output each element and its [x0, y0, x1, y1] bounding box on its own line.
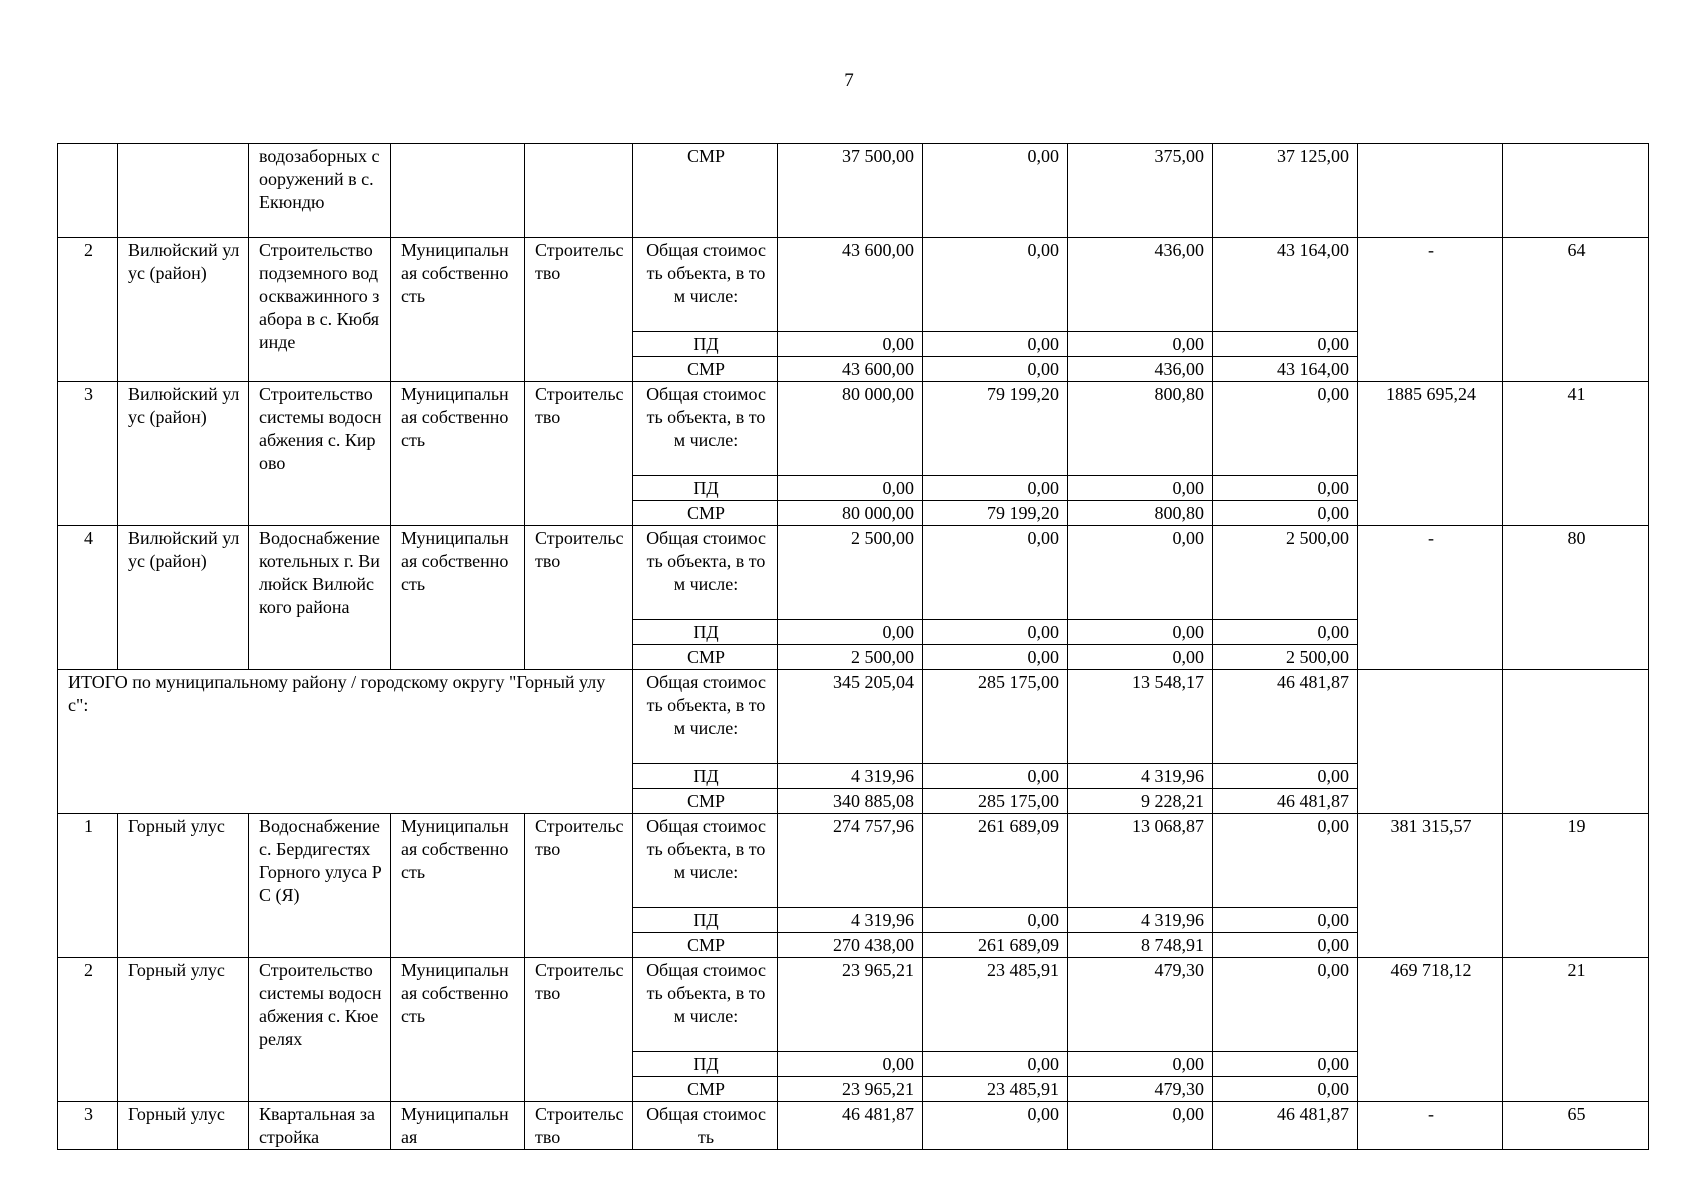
- cell-value: 800,80: [1068, 501, 1213, 526]
- table-row: [58, 238, 1649, 332]
- cell-cost-type: ПД: [633, 332, 778, 357]
- table-row: [58, 958, 1649, 1052]
- investment-table: [57, 143, 1649, 1150]
- cell-ownership: Муниципальная собственность: [391, 958, 525, 1102]
- cell-extra: 381 315,57: [1358, 814, 1503, 958]
- page-number: 7: [844, 70, 854, 91]
- cell-value: 2 500,00: [1213, 526, 1358, 620]
- cell-value: 0,00: [778, 332, 923, 357]
- cell-district: Вилюйский улус (район): [118, 526, 249, 670]
- cell-value: 261 689,09: [923, 933, 1068, 958]
- cell-score: 64: [1503, 238, 1649, 382]
- cell-cost-type: Общая стоимость объекта, в том числе:: [633, 958, 778, 1052]
- cell-value: 43 164,00: [1213, 357, 1358, 382]
- cell-value: 285 175,00: [923, 789, 1068, 814]
- cell-value: 0,00: [778, 476, 923, 501]
- cell-district: Вилюйский улус (район): [118, 238, 249, 382]
- cell-value: 0,00: [1213, 382, 1358, 476]
- cell-no: 2: [58, 958, 118, 1102]
- cell-value: 0,00: [1213, 501, 1358, 526]
- cell-district: Горный улус: [118, 958, 249, 1102]
- cell-value: 8 748,91: [1068, 933, 1213, 958]
- cell-cost-type: Общая стоимость объекта, в том числе:: [633, 382, 778, 476]
- cell-value: 0,00: [1068, 526, 1213, 620]
- cell-value: 23 965,21: [778, 1077, 923, 1102]
- cell-value: 0,00: [923, 620, 1068, 645]
- cell-cost-type: СМР: [633, 645, 778, 670]
- cell-extra: [1358, 670, 1503, 814]
- cell-ownership: [391, 144, 525, 238]
- cell-no: 3: [58, 382, 118, 526]
- table-row: [58, 814, 1649, 908]
- cell-no: [58, 144, 118, 238]
- cell-value: 800,80: [1068, 382, 1213, 476]
- cell-value: 13 548,17: [1068, 670, 1213, 764]
- cell-score: [1503, 144, 1649, 238]
- cell-value: 37 500,00: [778, 144, 923, 238]
- cell-work-type: Строительство: [525, 526, 633, 670]
- cell-district: Горный улус: [118, 1102, 249, 1150]
- cell-cost-type: СМР: [633, 501, 778, 526]
- cell-value: 46 481,87: [1213, 1102, 1358, 1150]
- cell-cost-type: ПД: [633, 908, 778, 933]
- cell-value: 23 965,21: [778, 958, 923, 1052]
- cell-value: 0,00: [1068, 620, 1213, 645]
- cell-value: 274 757,96: [778, 814, 923, 908]
- cell-object: Водоснабжение котельных г. Вилюйск Вилюйского района: [249, 526, 391, 670]
- cell-value: 0,00: [1068, 645, 1213, 670]
- cell-work-type: [525, 144, 633, 238]
- cell-cost-type: СМР: [633, 789, 778, 814]
- cell-value: 43 600,00: [778, 357, 923, 382]
- cell-extra: -: [1358, 238, 1503, 382]
- cell-score: 65: [1503, 1102, 1649, 1150]
- cell-value: 0,00: [923, 332, 1068, 357]
- cell-cost-type: СМР: [633, 144, 778, 238]
- cell-value: 2 500,00: [778, 526, 923, 620]
- cell-no: 1: [58, 814, 118, 958]
- cell-value: 79 199,20: [923, 501, 1068, 526]
- cell-value: 23 485,91: [923, 958, 1068, 1052]
- cell-value: 0,00: [1068, 1102, 1213, 1150]
- cell-value: 43 164,00: [1213, 238, 1358, 332]
- cell-value: 479,30: [1068, 1077, 1213, 1102]
- cell-value: 37 125,00: [1213, 144, 1358, 238]
- cell-cost-type: Общая стоимость объекта, в том числе:: [633, 814, 778, 908]
- cell-value: 375,00: [1068, 144, 1213, 238]
- cell-value: 0,00: [923, 764, 1068, 789]
- cell-object: Водоснабжение с. Бердигестях Горного улуса РС (Я): [249, 814, 391, 958]
- cell-object: Квартальная застройка: [249, 1102, 391, 1150]
- cell-value: 0,00: [1213, 933, 1358, 958]
- cell-cost-type: СМР: [633, 933, 778, 958]
- cell-value: 0,00: [923, 1102, 1068, 1150]
- cell-ownership: Муниципальная собственность: [391, 238, 525, 382]
- cell-value: 9 228,21: [1068, 789, 1213, 814]
- cell-value: 0,00: [1213, 814, 1358, 908]
- cell-cost-type: СМР: [633, 357, 778, 382]
- cell-value: 0,00: [1068, 1052, 1213, 1077]
- cell-value: 2 500,00: [778, 645, 923, 670]
- cell-district: [118, 144, 249, 238]
- cell-ownership: Муниципальная собственность: [391, 382, 525, 526]
- cell-value: 0,00: [1068, 332, 1213, 357]
- table-row: [58, 1102, 1649, 1150]
- cell-value: 0,00: [923, 908, 1068, 933]
- cell-no: 4: [58, 526, 118, 670]
- cell-value: 479,30: [1068, 958, 1213, 1052]
- cell-value: 340 885,08: [778, 789, 923, 814]
- cell-value: 13 068,87: [1068, 814, 1213, 908]
- cell-no: 3: [58, 1102, 118, 1150]
- cell-cost-type: Общая стоимость объекта, в том числе:: [633, 670, 778, 764]
- cell-ownership: Муниципальная собственность: [391, 526, 525, 670]
- cell-cost-type: ПД: [633, 764, 778, 789]
- cell-extra: -: [1358, 526, 1503, 670]
- cell-value: 0,00: [923, 357, 1068, 382]
- cell-extra: -: [1358, 1102, 1503, 1150]
- cell-value: 0,00: [1213, 620, 1358, 645]
- cell-work-type: Строительство: [525, 382, 633, 526]
- cell-score: [1503, 670, 1649, 814]
- table-row: [58, 382, 1649, 476]
- cell-work-type: Строительство: [525, 958, 633, 1102]
- cell-value: 0,00: [1213, 908, 1358, 933]
- cell-value: 4 319,96: [778, 764, 923, 789]
- cell-ownership: Муниципальная собственность: [391, 814, 525, 958]
- cell-value: 0,00: [1213, 1077, 1358, 1102]
- cell-value: 285 175,00: [923, 670, 1068, 764]
- cell-cost-type: Общая стоимость объекта, в том числе:: [633, 526, 778, 620]
- cell-ownership: Муниципальная: [391, 1102, 525, 1150]
- cell-extra: 469 718,12: [1358, 958, 1503, 1102]
- cell-cost-type: ПД: [633, 620, 778, 645]
- cell-value: 23 485,91: [923, 1077, 1068, 1102]
- cell-value: 270 438,00: [778, 933, 923, 958]
- table-body: [58, 144, 1649, 1150]
- cell-value: 4 319,96: [1068, 908, 1213, 933]
- cell-score: 80: [1503, 526, 1649, 670]
- cell-value: 0,00: [923, 144, 1068, 238]
- cell-value: 0,00: [1213, 764, 1358, 789]
- cell-value: 345 205,04: [778, 670, 923, 764]
- cell-value: 0,00: [1213, 1052, 1358, 1077]
- cell-value: 436,00: [1068, 238, 1213, 332]
- cell-value: 79 199,20: [923, 382, 1068, 476]
- cell-value: 436,00: [1068, 357, 1213, 382]
- cell-value: 0,00: [778, 620, 923, 645]
- cell-value: 2 500,00: [1213, 645, 1358, 670]
- cell-score: 41: [1503, 382, 1649, 526]
- cell-value: 0,00: [1068, 476, 1213, 501]
- cell-no: 2: [58, 238, 118, 382]
- cell-value: 43 600,00: [778, 238, 923, 332]
- cell-value: 0,00: [923, 238, 1068, 332]
- cell-object: Строительство системы водоснабжения с. Кюерелях: [249, 958, 391, 1102]
- cell-work-type: Строительство: [525, 814, 633, 958]
- cell-district: Горный улус: [118, 814, 249, 958]
- table-row: [58, 144, 1649, 238]
- cell-value: 0,00: [923, 526, 1068, 620]
- cell-value: 0,00: [923, 645, 1068, 670]
- cell-extra: 1885 695,24: [1358, 382, 1503, 526]
- cell-work-type: Строительство: [525, 1102, 633, 1150]
- cell-value: 0,00: [923, 476, 1068, 501]
- cell-score: 19: [1503, 814, 1649, 958]
- cell-cost-type: СМР: [633, 1077, 778, 1102]
- cell-object: водозаборных сооружений в с. Екюндю: [249, 144, 391, 238]
- cell-value: 0,00: [1213, 476, 1358, 501]
- cell-value: 80 000,00: [778, 501, 923, 526]
- cell-work-type: Строительство: [525, 238, 633, 382]
- cell-value: 46 481,87: [1213, 789, 1358, 814]
- cell-value: 80 000,00: [778, 382, 923, 476]
- table-row: [58, 526, 1649, 620]
- cell-cost-type: ПД: [633, 1052, 778, 1077]
- cell-score: 21: [1503, 958, 1649, 1102]
- cell-value: 46 481,87: [1213, 670, 1358, 764]
- cell-cost-type: Общая стоимость объекта, в том числе:: [633, 238, 778, 332]
- total-row: [58, 670, 1649, 764]
- cell-cost-type: ПД: [633, 476, 778, 501]
- cell-cost-type: Общая стоимость: [633, 1102, 778, 1150]
- cell-value: 0,00: [1213, 332, 1358, 357]
- cell-value: 46 481,87: [778, 1102, 923, 1150]
- cell-value: 0,00: [778, 1052, 923, 1077]
- cell-value: 4 319,96: [778, 908, 923, 933]
- cell-object: Строительство подземного водоскважинного забора в с. Кюбяинде: [249, 238, 391, 382]
- cell-value: 4 319,96: [1068, 764, 1213, 789]
- cell-object: Строительство системы водоснабжения с. Кирово: [249, 382, 391, 526]
- total-label: ИТОГО по муниципальному району / городскому округу "Горный улус":: [58, 670, 633, 814]
- cell-value: 261 689,09: [923, 814, 1068, 908]
- cell-value: 0,00: [923, 1052, 1068, 1077]
- cell-extra: [1358, 144, 1503, 238]
- cell-value: 0,00: [1213, 958, 1358, 1052]
- cell-district: Вилюйский улус (район): [118, 382, 249, 526]
